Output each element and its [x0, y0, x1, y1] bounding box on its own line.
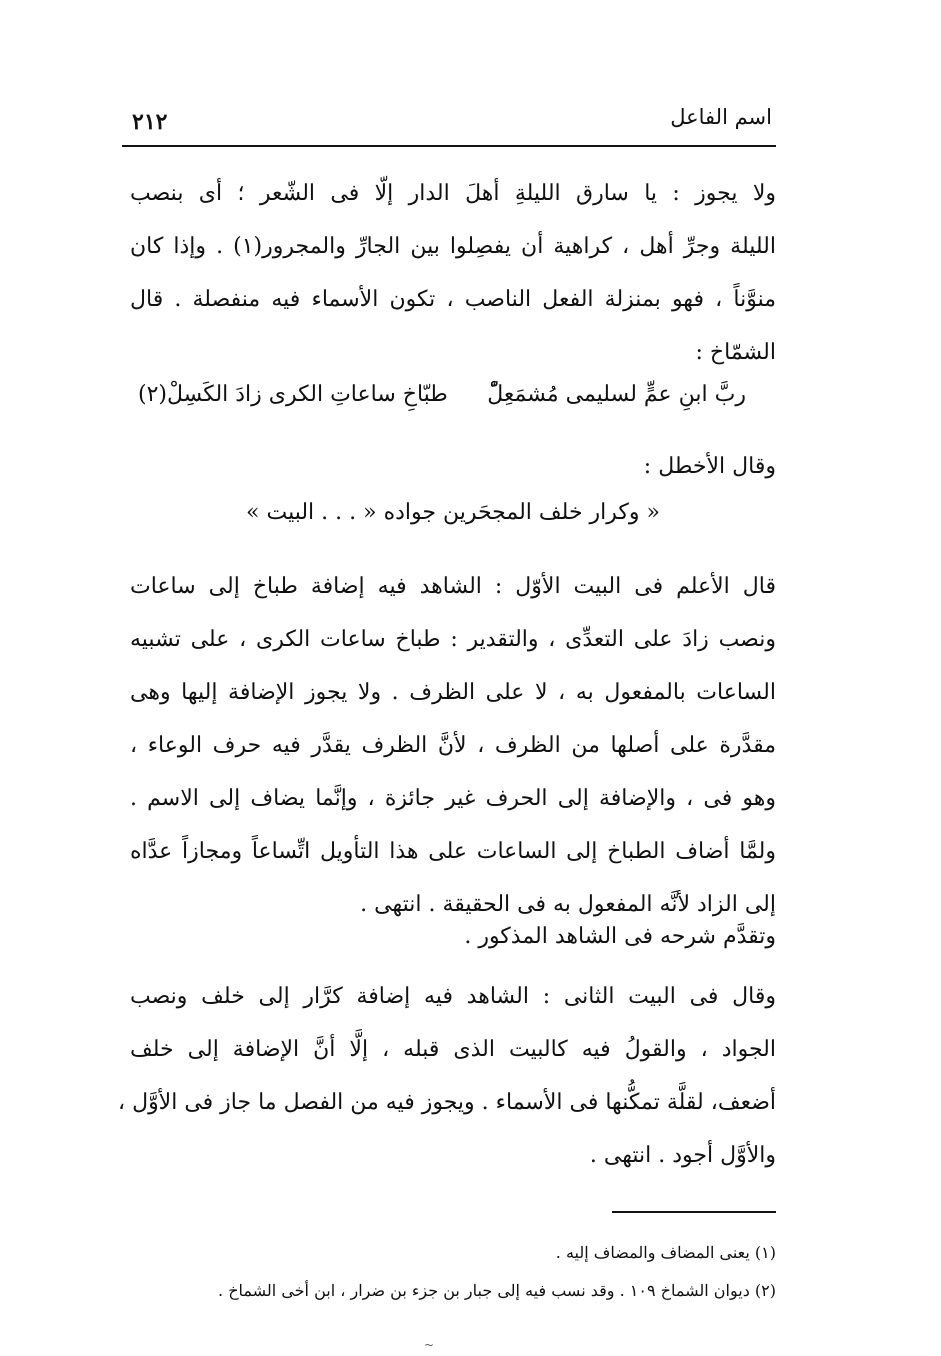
paragraph-4: [130, 910, 776, 963]
footnotes: [130, 1234, 776, 1310]
verse-2: « وكرار خلف المجحَرين جواده « . . . البيت »: [246, 500, 660, 525]
text-line: مقدَّرة على أصلها من الظرف ، لأنَّ الظرف يقدَّر فيه حرف الوعاء ،: [130, 733, 776, 758]
paragraph-3: [130, 560, 776, 931]
text-line: الليلة وجرِّ أهل ، كراهية أن يفصِلوا بين الجارِّ والمجرور(١) . وإذا كان: [130, 234, 776, 259]
footnote-separator: [612, 1211, 776, 1213]
text-line: ولا يجوز : يا سارق الليلةِ أهلَ الدار إلّا فى الشّعر ؛ أى بنصب: [130, 181, 776, 206]
text-line: وتقدَّم شرحه فى الشاهد المذكور .: [464, 924, 776, 949]
paragraph-5: [117, 970, 776, 1182]
text-line: قال الأعلم فى البيت الأوّل : الشاهد فيه إضافة طباخ إلى ساعات: [130, 574, 776, 599]
text-line: وهو فى ، والإضافة إلى الحرف غير جائزة ، وإنَّما يضاف إلى الاسم .: [130, 786, 776, 811]
text-line: والأوَّل أجود . انتهى .: [589, 1143, 776, 1168]
text-line: وقال فى البيت الثانى : الشاهد فيه إضافة كرَّار إلى خلف ونصب: [130, 984, 776, 1009]
text-line: إلى الزاد لأنَّه المفعول به فى الحقيقة . انتهى .: [360, 892, 776, 917]
footnote-1: (١) يعنى المضاف والمضاف إليه .: [555, 1243, 776, 1262]
page-number: ٢١٢: [132, 109, 168, 135]
verse-hemistich-right: ربَّ ابنِ عمٍّ لسليمى مُشمَعِلّْ: [487, 382, 746, 407]
text-line: الجواد ، والقولُ فيه كالبيت الذى قبله ، إلَّا أنَّ الإضافة إلى خلف: [130, 1037, 776, 1062]
verse-hemistich-left: طبّاخِ ساعاتِ الكرى زادَ الكَسِلْ(٢): [138, 382, 448, 407]
text-line: ولمَّا أضاف الطباخ إلى الساعات على هذا التأويل اتِّساعاً ومجازاً عدَّاه: [130, 839, 776, 864]
print-mark: ~: [424, 1338, 435, 1352]
text-line: الشمّاخ :: [695, 340, 776, 365]
text-line: وقال الأخطل :: [643, 454, 776, 479]
verse-1: [130, 378, 776, 428]
paragraph-2: [130, 440, 776, 493]
paragraph-1: [130, 167, 776, 379]
text-line: ونصب زادَ على التعدِّى ، والتقدير : طباخ ساعات الكرى ، على تشبيه: [130, 627, 776, 652]
page-header: [122, 95, 776, 147]
text-line: منوَّناً ، فهو بمنزلة الفعل الناصب ، تكون الأسماء فيه منفصلة . قال: [130, 287, 776, 312]
running-title: اسم الفاعل: [670, 105, 772, 129]
text-line: الساعات بالمفعول به ، لا على الظرف . ولا يجوز الإضافة إليها وهى: [130, 680, 776, 705]
text-line: أضعف، لقلَّة تمكُّنها فى الأسماء . ويجوز فيه من الفصل ما جاز فى الأوَّل ،: [117, 1090, 776, 1115]
footnote-2: (٢) ديوان الشماخ ١٠٩ . وقد نسب فيه إلى جبار بن جزء بن ضرار ، ابن أخى الشماخ .: [218, 1281, 776, 1300]
